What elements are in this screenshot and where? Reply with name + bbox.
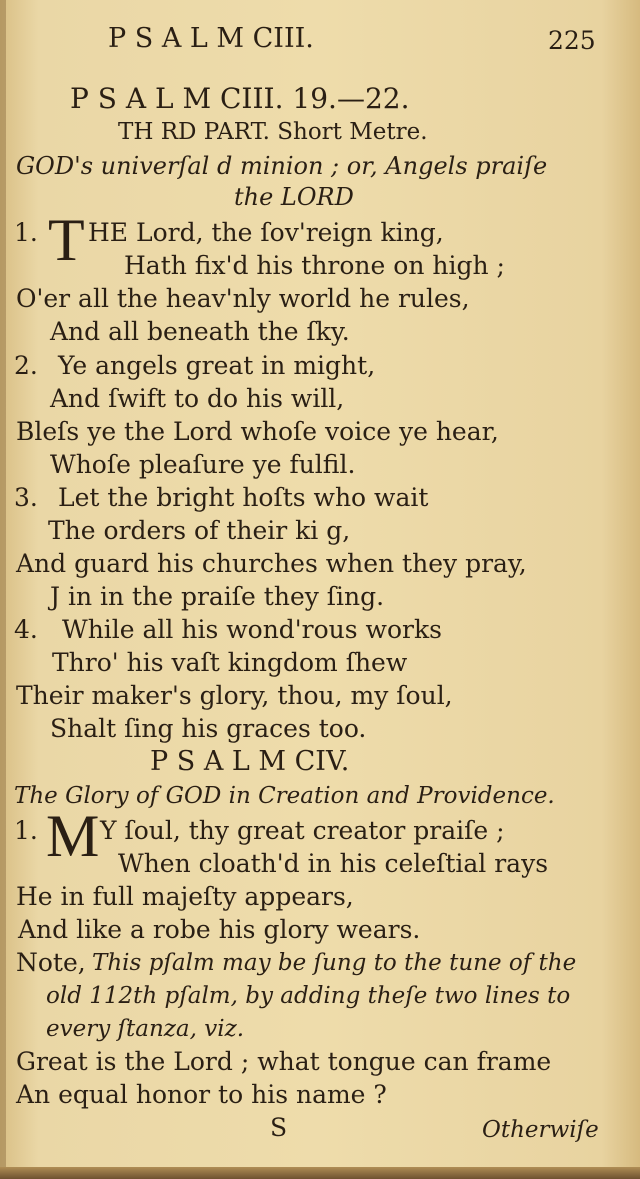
page-bottom-edge [0,1167,640,1179]
verse-line: Y ſoul, thy great creator praiſe ; [100,816,505,845]
verse-number: 1. [14,816,38,845]
verse-line: Whoſe pleaſure ye fulfil. [50,450,356,479]
refrain-line1: Great is the Lord ; what tongue can frame [16,1047,552,1076]
page-number: 225 [548,26,596,55]
verse-number: 1. [14,218,38,247]
drop-cap: T [48,207,85,273]
verse-line: He in full majeſty appears, [16,882,354,911]
catchword: Otherwiſe [482,1117,599,1143]
verse-line: And all beneath the ſky. [50,317,350,346]
verse-line: And like a robe his glory wears. [18,915,421,944]
verse-number: 4. [14,615,38,644]
verse-line: J in in the praiſe they ſing. [50,582,385,611]
psalm-103-argument-line2: the LORD [234,183,354,211]
verse-line: Thro' his vaſt kingdom ſhew [52,648,408,677]
verse-line: Shalt ſing his graces too. [50,714,367,743]
refrain-line2: An equal honor to his name ? [16,1080,387,1109]
drop-cap: M [46,803,100,869]
page-gutter-shadow [0,0,6,1179]
verse-line: HE Lord, the ſov'reign king, [88,218,444,247]
verse-number: 3. [14,483,38,512]
psalm-103-argument-line1: GOD's univerſal d minion ; or, Angels praiſe [16,152,548,180]
psalm-103-subtitle: TH RD PART. Short Metre. [118,119,428,145]
note-line3: every ſtanza, viz. [46,1016,245,1042]
verse-line: The orders of their ki g, [48,516,351,545]
verse-line: Hath fix'd his throne on high ; [124,251,505,280]
verse-line: O'er all the heav'nly world he rules, [16,284,470,313]
running-title: P S A L M CIII. [108,23,314,54]
verse-line: And ſwift to do his will, [50,384,345,413]
verse-line: When cloath'd in his celeſtial rays [118,849,549,878]
verse-line: Bleſs ye the Lord whoſe voice ye hear, [16,417,499,446]
verse-number: 2. [14,351,38,380]
verse-line: While all his wond'rous works [62,615,442,644]
note-label: Note, [16,948,86,977]
psalm-104-title: P S A L M CIV. [150,746,350,777]
verse-line: And guard his churches when they pray, [16,549,527,578]
note-line2: old 112th pſalm, by adding theſe two lines to [46,983,571,1009]
psalm-103-title: P S A L M CIII. 19.—22. [70,82,410,115]
verse-line: Their maker's glory, thou, my ſoul, [16,681,453,710]
note-line1: This pſalm may be ſung to the tune of the [92,950,577,976]
signature-mark: S [270,1113,288,1142]
verse-line: Ye angels great in might, [58,351,376,380]
psalm-104-argument: The Glory of GOD in Creation and Providence. [14,783,555,809]
verse-line: Let the bright hoſts who wait [58,483,429,512]
